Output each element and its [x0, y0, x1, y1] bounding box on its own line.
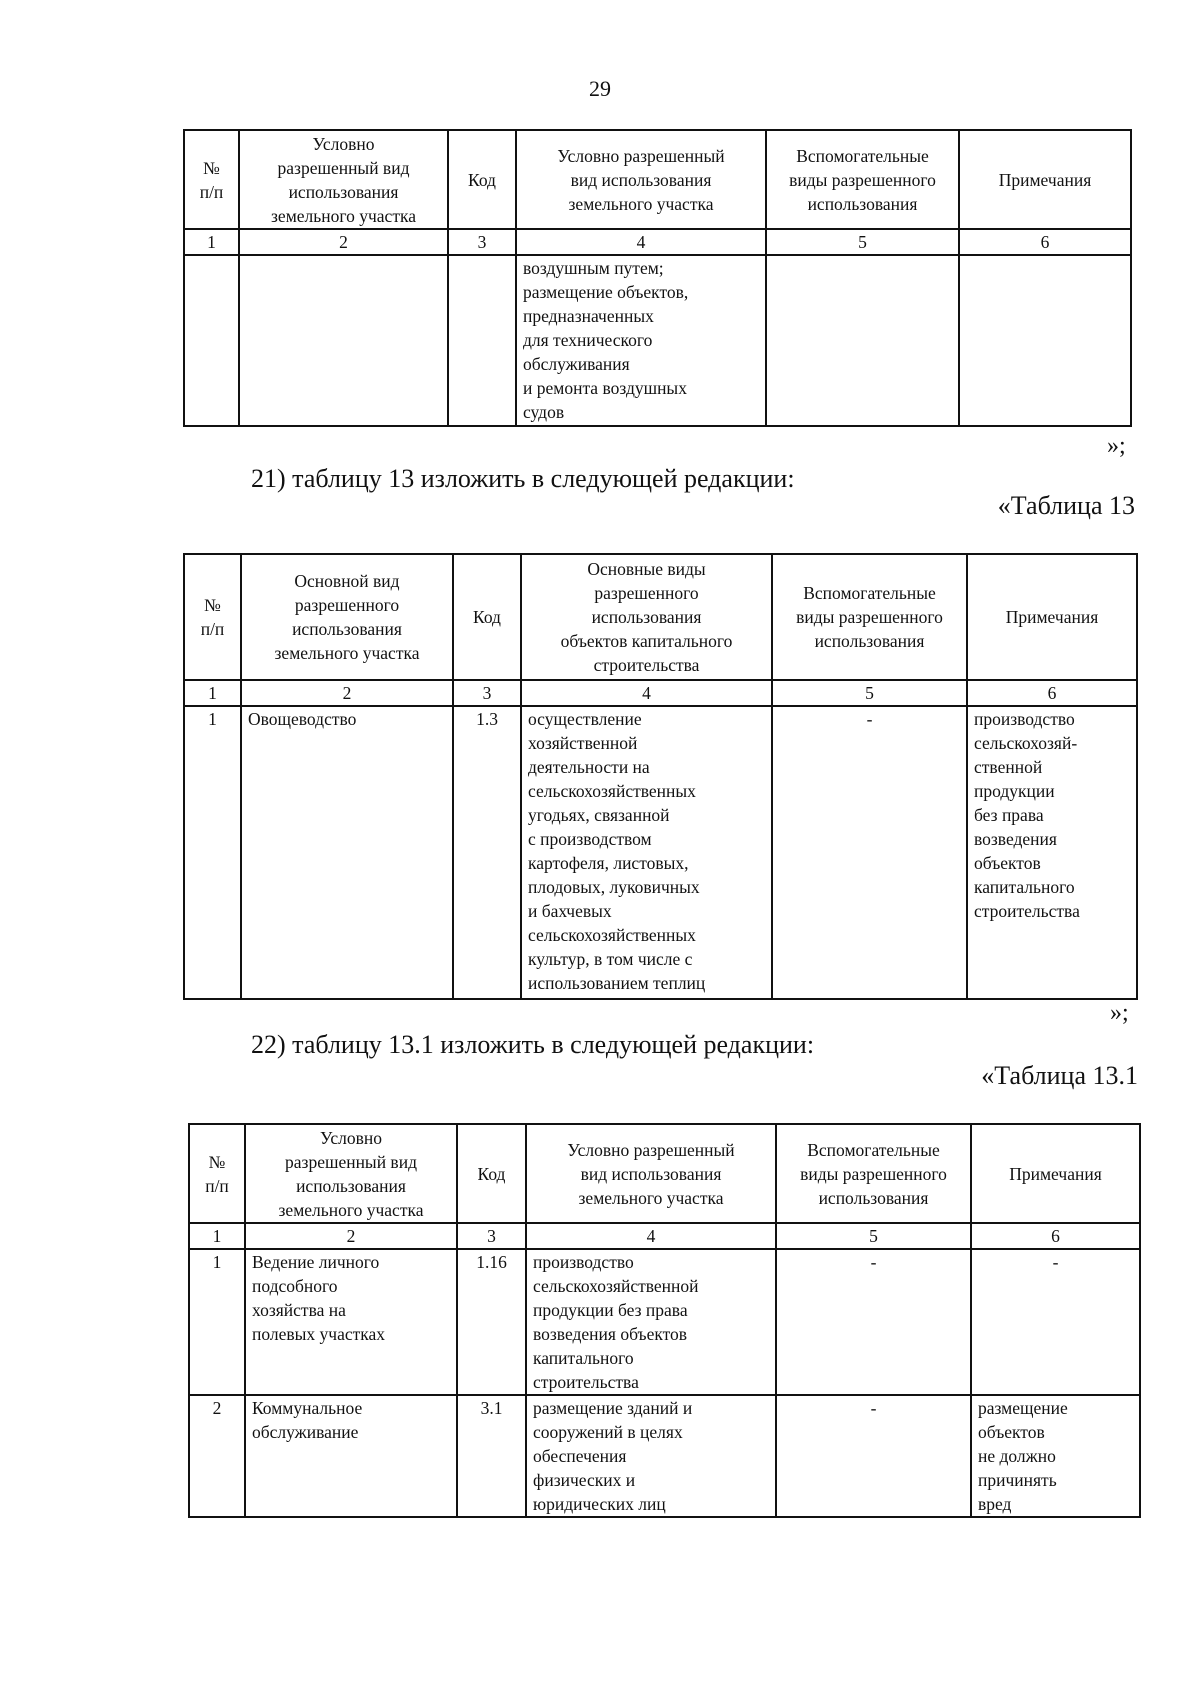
cell-notes: -	[971, 1249, 1140, 1395]
cell-code: 3.1	[457, 1395, 526, 1517]
column-number: 1	[189, 1223, 245, 1249]
column-number: 2	[241, 680, 453, 706]
table-13-1-caption: «Таблица 13.1	[981, 1061, 1138, 1090]
cell-notes: размещение объектов не должно причинять вред	[971, 1395, 1140, 1517]
cell-row-number: 2	[189, 1395, 245, 1517]
cell-auxiliary: -	[776, 1395, 971, 1517]
column-number: 4	[516, 229, 766, 255]
column-number: 4	[521, 680, 772, 706]
column-number: 5	[772, 680, 967, 706]
header-code: Код	[448, 130, 516, 229]
cell-description: производство сельскохозяйственной продукции без права возведения объектов капитального строительства	[526, 1249, 776, 1395]
column-number: 2	[245, 1223, 457, 1249]
header-auxiliary-use: Вспомогательные виды разрешенного использования	[772, 554, 967, 680]
cell-description: осуществление хозяйственной деятельности на сельскохозяйственных угодьях, связанной с производством картофеля, листовых, плодовых, луковичных и бахчевых сельскохозяйственных культур, в том числе с использованием теплиц	[521, 706, 772, 999]
table-13-1	[188, 1123, 1141, 1518]
closing-quote: »;	[1110, 1000, 1129, 1026]
table-previous-continuation	[183, 129, 1132, 427]
column-number: 3	[457, 1223, 526, 1249]
column-number: 4	[526, 1223, 776, 1249]
column-number-row	[184, 680, 1137, 706]
header-code: Код	[453, 554, 521, 680]
column-number-row	[189, 1223, 1140, 1249]
cell	[239, 255, 448, 426]
header-notes: Примечания	[959, 130, 1131, 229]
header-conditional-use: Условно разрешенный вид использования земельного участка	[516, 130, 766, 229]
header-number: № п/п	[184, 554, 241, 680]
header-notes: Примечания	[971, 1124, 1140, 1223]
cell-land-use-name: Овощеводство	[241, 706, 453, 999]
cell-land-use-name: Ведение личного подсобного хозяйства на полевых участках	[245, 1249, 457, 1395]
column-number: 6	[959, 229, 1131, 255]
header-number: № п/п	[184, 130, 239, 229]
column-number: 5	[776, 1223, 971, 1249]
column-number-row	[184, 229, 1131, 255]
header-conditional-use: Условно разрешенный вид использования земельного участка	[526, 1124, 776, 1223]
header-code: Код	[457, 1124, 526, 1223]
cell-code: 1.16	[457, 1249, 526, 1395]
column-number: 6	[971, 1223, 1140, 1249]
header-notes: Примечания	[967, 554, 1137, 680]
header-land-use: Условно разрешенный вид использования земельного участка	[245, 1124, 457, 1223]
header-number: № п/п	[189, 1124, 245, 1223]
table-row	[189, 1249, 1140, 1395]
header-main-construction-use: Основные виды разрешенного использования объектов капитального строительства	[521, 554, 772, 680]
page-number: 29	[589, 76, 611, 101]
cell-code: 1.3	[453, 706, 521, 999]
cell	[184, 255, 239, 426]
header-auxiliary-use: Вспомогательные виды разрешенного использования	[766, 130, 959, 229]
header-land-use: Условно разрешенный вид использования земельного участка	[239, 130, 448, 229]
column-number: 1	[184, 680, 241, 706]
header-main-land-use: Основной вид разрешенного использования земельного участка	[241, 554, 453, 680]
table-13-caption: «Таблица 13	[997, 491, 1135, 520]
cell-row-number: 1	[189, 1249, 245, 1395]
cell-land-use-name: Коммунальное обслуживание	[245, 1395, 457, 1517]
cell	[959, 255, 1131, 426]
column-number: 3	[453, 680, 521, 706]
cell-row-number: 1	[184, 706, 241, 999]
header-auxiliary-use: Вспомогательные виды разрешенного использования	[776, 1124, 971, 1223]
column-number: 3	[448, 229, 516, 255]
table-row	[189, 1395, 1140, 1517]
column-number: 2	[239, 229, 448, 255]
cell-auxiliary: -	[776, 1249, 971, 1395]
table-row	[184, 706, 1137, 999]
cell-description: размещение зданий и сооружений в целях обеспечения физических и юридических лиц	[526, 1395, 776, 1517]
table-row	[184, 255, 1131, 426]
instruction-item-21: 21) таблицу 13 изложить в следующей редакции:	[251, 464, 795, 493]
instruction-item-22: 22) таблицу 13.1 изложить в следующей редакции:	[251, 1030, 815, 1059]
column-number: 6	[967, 680, 1137, 706]
cell	[448, 255, 516, 426]
column-number: 5	[766, 229, 959, 255]
column-number: 1	[184, 229, 239, 255]
cell-description: воздушным путем; размещение объектов, предназначенных для технического обслуживания и ремонта воздушных судов	[516, 255, 766, 426]
cell-notes: производство сельскохозяй- ственной продукции без права возведения объектов капитального строительства	[967, 706, 1137, 999]
cell	[766, 255, 959, 426]
closing-quote: »;	[1107, 433, 1126, 459]
cell-auxiliary: -	[772, 706, 967, 999]
table-13	[183, 553, 1138, 1000]
